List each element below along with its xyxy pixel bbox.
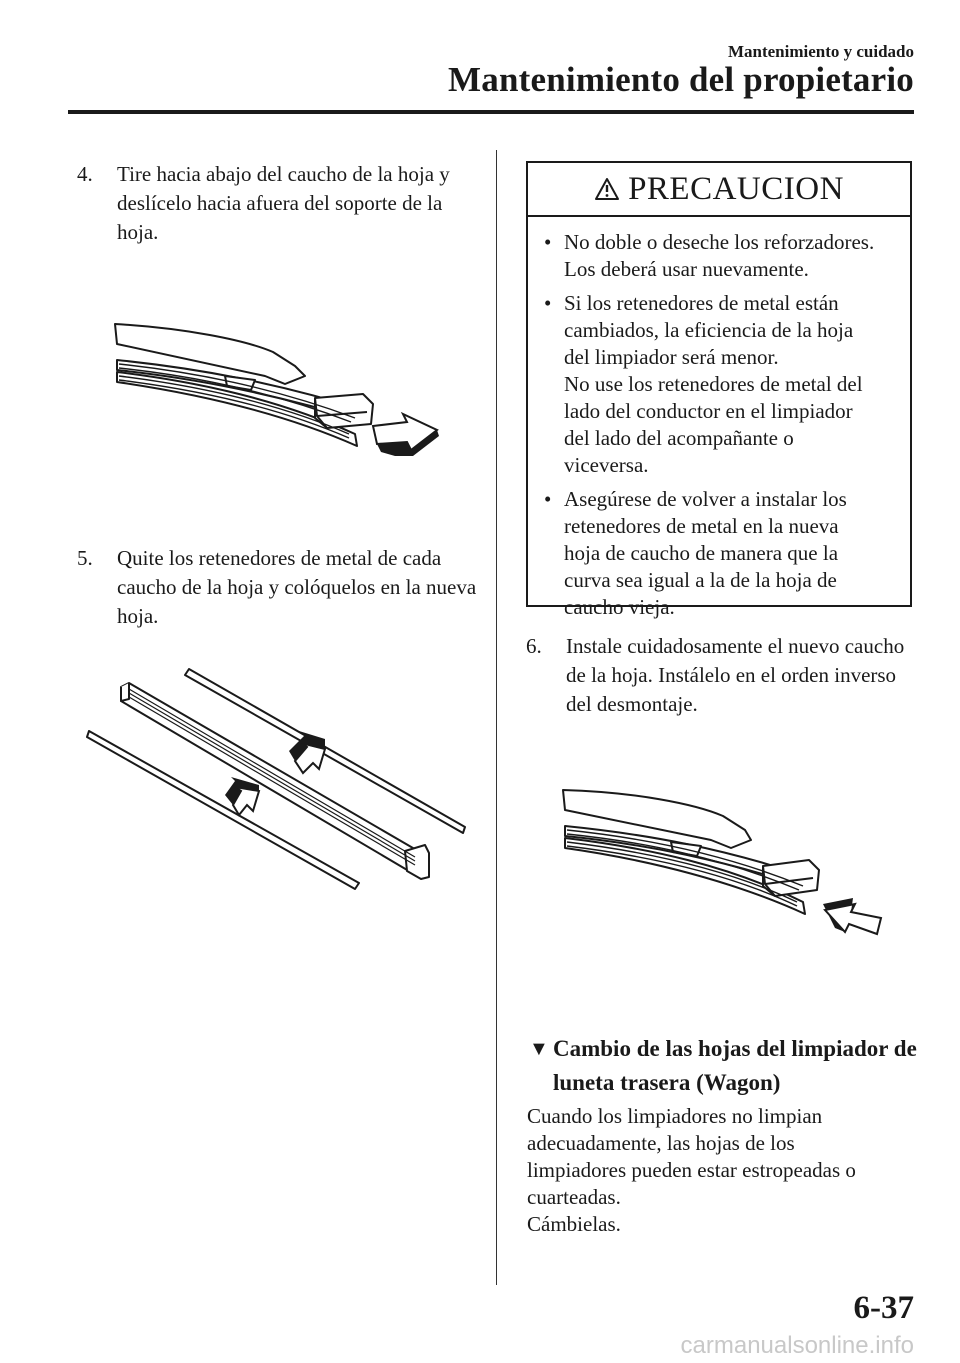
caution-line: Los deberá usar nuevamente. [564,257,809,281]
caution-item [544,290,910,479]
step-number: 4. [77,162,93,186]
bullet-icon: • [544,230,552,254]
bullet-icon: • [544,291,552,315]
column-divider [496,150,497,1285]
paragraph-line: Cámbielas. [527,1212,621,1236]
caution-line: No use los retenedores de metal del [564,372,863,396]
caution-list [528,229,910,621]
step-5 [77,544,482,631]
caution-line: curva sea igual a la de la hoja de [564,568,837,592]
warning-triangle-icon [594,177,620,201]
paragraph-line: Cuando los limpiadores no limpian [527,1104,823,1128]
watermark: carmanualsonline.info [680,1332,914,1359]
caution-line: Asegúrese de volver a instalar los [564,487,847,511]
paragraph-line: adecuadamente, las hojas de los [527,1131,795,1155]
paragraph-line: cuarteadas. [527,1185,621,1209]
step-number: 5. [77,546,93,570]
caution-line: del limpiador será menor. [564,345,779,369]
caution-item [544,486,910,621]
caution-header [528,163,910,217]
caution-title: PRECAUCION [628,170,844,207]
caution-line: cambiados, la eficiencia de la hoja [564,318,854,342]
step-number: 6. [526,634,542,658]
caution-line: No doble o deseche los reforzadores. [564,230,875,254]
step-text: Instale cuidadosamente el nuevo caucho de la hoja. Instálelo en el orden inverso del desmontaje. [566,634,905,716]
section-paragraph [527,1103,917,1238]
wiper-blade-removal-illustration [105,318,450,463]
header-rule [68,110,914,114]
triangle-marker-icon: ▼ [529,1038,549,1060]
caution-line: del lado del acompañante o [564,426,794,450]
caution-line: Si los retenedores de metal están [564,291,839,315]
caution-line: caucho vieja. [564,595,675,619]
step-text: Quite los retenedores de metal de cada caucho de la hoja y colóquelos en la nueva hoja. [117,546,477,628]
step-text: Tire hacia abajo del caucho de la hoja y deslícelo hacia afuera del soporte de la hoja. [117,162,450,244]
section-heading-text: Cambio de las hojas del limpiador de luneta trasera (Wagon) [553,1036,917,1095]
caution-line: lado del conductor en el limpiador [564,399,853,423]
paragraph-line: limpiadores pueden estar estropeadas o [527,1158,856,1182]
section-heading [529,1032,919,1100]
caution-line: retenedores de metal en la nueva [564,514,839,538]
caution-box [526,161,912,619]
caution-line: viceversa. [564,453,649,477]
running-header-title: Mantenimiento del propietario [448,60,914,99]
caution-item [544,229,910,283]
step-6 [526,632,918,719]
metal-retainers-illustration [85,665,470,895]
bullet-icon: • [544,487,552,511]
page-number: 6-37 [853,1290,914,1326]
step-4 [77,160,482,247]
caution-line: hoja de caucho de manera que la [564,541,839,565]
running-header-section: Mantenimiento y cuidado [727,42,914,61]
wiper-blade-installation-illustration [555,782,890,942]
